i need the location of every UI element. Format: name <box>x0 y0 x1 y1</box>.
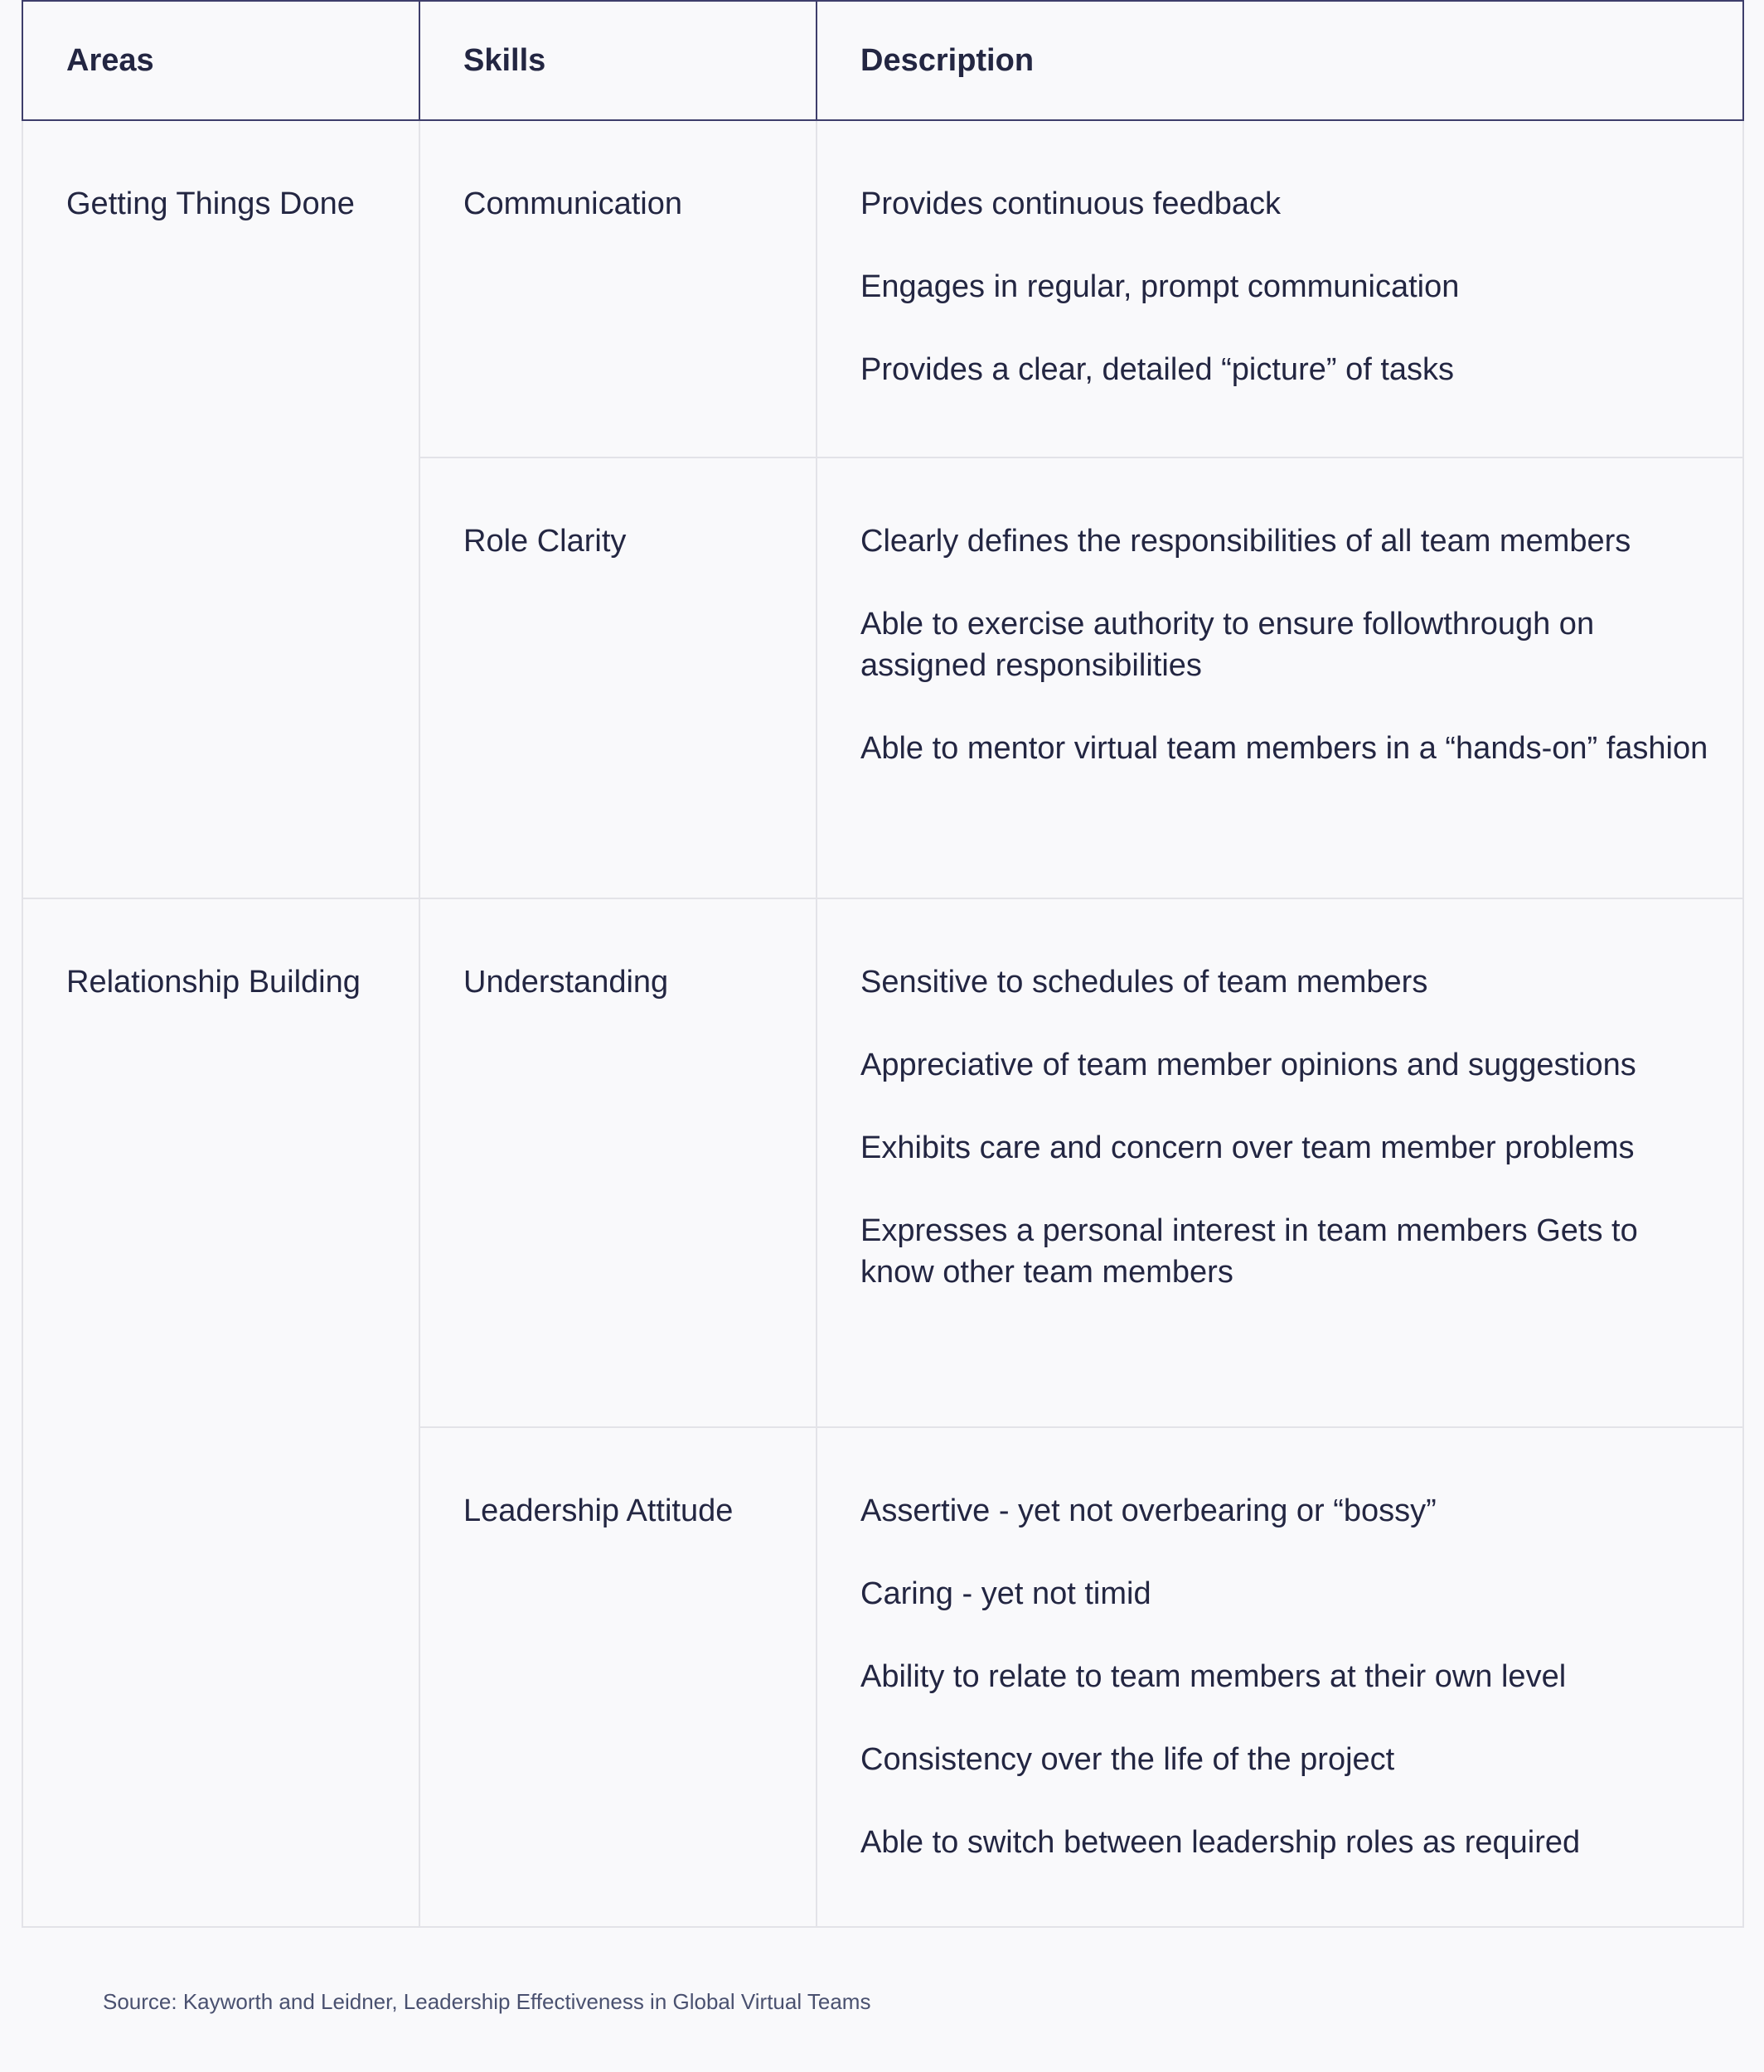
description-item: Consistency over the life of the project <box>860 1742 1395 1777</box>
skill-name: Understanding <box>463 965 669 1000</box>
skill-cell <box>419 1427 817 1927</box>
description-item: Assertive - yet not overbearing or “bossy” <box>860 1493 1437 1528</box>
description-cell <box>817 1427 1743 1927</box>
header-areas: Areas <box>22 1 419 120</box>
header-skills: Skills <box>419 1 817 120</box>
area-name: Relationship Building <box>66 965 361 1000</box>
description-item: Able to switch between leadership roles as required <box>860 1825 1581 1860</box>
area-cell <box>22 120 419 898</box>
description-item: Expresses a personal interest in team members Gets to know other team members <box>860 1213 1638 1290</box>
description-item: Ability to relate to team members at their own level <box>860 1659 1567 1694</box>
skill-name: Role Clarity <box>463 524 627 559</box>
description-item: Clearly defines the responsibilities of all team members <box>860 524 1631 559</box>
skill-name: Communication <box>463 186 682 221</box>
table-header-row <box>22 1 1743 120</box>
table-row <box>22 898 1743 1427</box>
description-item: Provides continuous feedback <box>860 186 1281 221</box>
skill-name: Leadership Attitude <box>463 1493 734 1528</box>
description-item: Sensitive to schedules of team members <box>860 965 1428 1000</box>
description-item: Able to exercise authority to ensure followthrough on assigned responsibilities <box>860 607 1595 683</box>
area-name: Getting Things Done <box>66 186 355 221</box>
skill-cell <box>419 120 817 457</box>
skill-cell <box>419 457 817 898</box>
area-cell <box>22 898 419 1927</box>
description-item: Provides a clear, detailed “picture” of tasks <box>860 352 1455 387</box>
description-item: Caring - yet not timid <box>860 1576 1151 1611</box>
source-caption: Source: Kayworth and Leidner, Leadership Effectiveness in Global Virtual Teams <box>103 1989 871 2014</box>
description-item: Appreciative of team member opinions and suggestions <box>860 1048 1636 1082</box>
description-item: Engages in regular, prompt communication <box>860 269 1460 304</box>
table-row <box>22 120 1743 457</box>
description-cell <box>817 120 1743 457</box>
description-item: Exhibits care and concern over team member problems <box>860 1130 1635 1165</box>
description-item: Able to mentor virtual team members in a “hands-on” fashion <box>860 731 1708 766</box>
leadership-skills-table <box>22 0 1744 1928</box>
header-description: Description <box>817 1 1743 120</box>
description-cell <box>817 898 1743 1427</box>
skill-cell <box>419 898 817 1427</box>
description-cell <box>817 457 1743 898</box>
